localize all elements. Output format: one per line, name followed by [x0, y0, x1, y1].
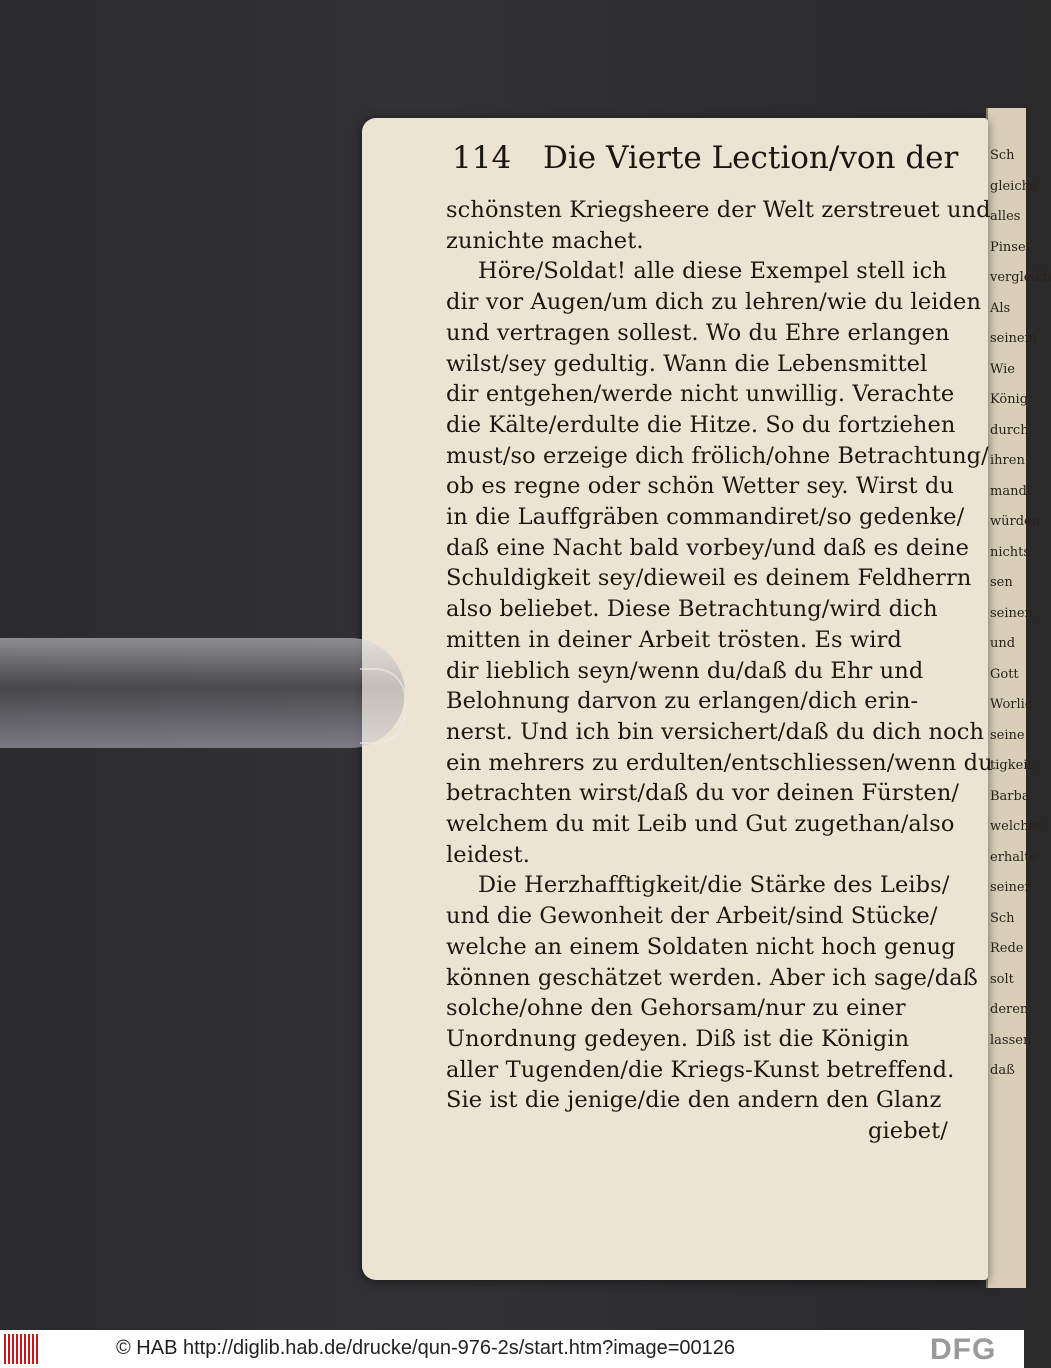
facing-page-fragment: würden: [990, 514, 1041, 529]
text-line: dir lieblich seyn/wenn du/daß du Ehr und: [446, 657, 924, 684]
text-line: die Kälte/erdulte die Hitze. So du fortziehen: [446, 411, 956, 438]
text-line: Höre/Soldat! alle diese Exempel stell ich: [478, 258, 947, 285]
facing-page-fragment: sen: [990, 575, 1013, 590]
running-head: [452, 140, 962, 176]
text-line: also beliebet. Diese Betrachtung/wird dich: [446, 596, 938, 623]
facing-page-fragment: lassen: [990, 1032, 1032, 1048]
facing-page-fragment: Sch: [990, 148, 1015, 163]
facing-page-fragment: Wie: [990, 361, 1015, 377]
page-number: 114: [452, 140, 512, 176]
text-line: welche an einem Soldaten nicht hoch genug: [446, 933, 956, 960]
barcode-logo: [4, 1334, 38, 1364]
facing-page-fragment: gleiche: [990, 178, 1038, 194]
facing-page-fragment: alles: [990, 209, 1021, 224]
text-line: Die Herzhafftigkeit/die Stärke des Leibs/: [478, 872, 950, 899]
text-line: ein mehrers zu erdulten/entschliessen/wenn du: [446, 749, 993, 776]
facing-page-fragment: Pinsel: [990, 239, 1030, 255]
text-line: zunichte machet.: [446, 227, 644, 254]
text-line: schönsten Kriegsheere der Welt zerstreuet und: [446, 197, 991, 223]
text-line: solche/ohne den Gehorsam/nur zu einer: [446, 995, 906, 1022]
facing-page-fragment: seiner: [990, 880, 1031, 895]
text-line: welchem du mit Leib und Gut zugethan/also: [446, 811, 955, 837]
facing-page-fragment: nichts: [990, 544, 1031, 560]
text-line: können geschätzet werden. Aber ich sage/daß: [446, 964, 978, 991]
text-line: und vertragen sollest. Wo du Ehre erlangen: [446, 319, 950, 346]
text-line: Unordnung gedeyen. Diß ist die Königin: [446, 1025, 910, 1052]
facing-page-fragment: seinem: [990, 331, 1037, 346]
facing-page-fragment: Gott: [990, 666, 1019, 682]
text-line: must/so erzeige dich frölich/ohne Betrachtung/: [446, 442, 989, 469]
facing-page-fragment: Als: [990, 300, 1011, 316]
text-line: betrachten wirst/daß du vor deinen Fürsten/: [446, 780, 960, 807]
glass-clamp-tip: [360, 668, 406, 744]
text-line: Schuldigkeit sey/dieweil es deinem Feldherrn: [446, 565, 972, 592]
facing-page-fragment: Rede: [990, 941, 1024, 956]
text-line: Belohnung darvon zu erlangen/dich erin-: [446, 688, 919, 715]
text-line: Sie ist die jenige/die den andern den Glanz: [446, 1087, 942, 1114]
facing-page-fragment: seinen: [990, 605, 1033, 621]
running-title: Die Vierte Lection/von der: [543, 140, 959, 176]
facing-page-fragment: Sch: [990, 910, 1015, 926]
facing-page-fragment: deren: [990, 1002, 1029, 1017]
copyright-text: © HAB http://diglib.hab.de/drucke/qun-976-2s/start.htm?image=00126: [116, 1337, 735, 1359]
facing-page-fragment: seine: [990, 727, 1025, 743]
text-line: aller Tugenden/die Kriegs-Kunst betreffend.: [446, 1056, 955, 1083]
text-line: nerst. Und ich bin versichert/daß du dich noch: [446, 718, 985, 745]
facing-page-fragment: daß: [990, 1063, 1015, 1078]
facing-page-fragment: vergleich: [990, 270, 1051, 285]
facing-page-fragment: mandi: [990, 483, 1031, 499]
text-line: und die Gewonheit der Arbeit/sind Stücke/: [446, 903, 938, 930]
facing-page-fragment: welcher: [990, 819, 1043, 834]
facing-page-fragment: und: [990, 636, 1016, 651]
glass-page-clamp: [0, 638, 405, 748]
facing-page-fragment: erhalte: [990, 849, 1038, 865]
text-line: daß eine Nacht bald vorbey/und daß es deine: [446, 534, 970, 561]
text-line: dir entgehen/werde nicht unwillig. Verachte: [446, 381, 955, 408]
text-line: dir vor Augen/um dich zu lehren/wie du leiden: [446, 289, 982, 316]
facing-page-fragment: ihren: [990, 453, 1025, 468]
facing-page-fragment: durch: [990, 422, 1029, 438]
dfg-logo: DFG: [930, 1333, 997, 1366]
text-line: ob es regne oder schön Wetter sey. Wirst du: [446, 473, 954, 500]
facing-page-fragment: Barba: [990, 788, 1030, 804]
text-line: in die Lauffgräben commandiret/so gedenke/: [446, 504, 965, 530]
text-line: mitten in deiner Arbeit trösten. Es wird: [446, 626, 902, 653]
text-line: wilst/sey gedultig. Wann die Lebensmittel: [446, 350, 928, 377]
facing-page-fragment: König: [990, 392, 1029, 407]
facing-page-fragment: solt: [990, 971, 1014, 987]
text-line: leidest.: [446, 841, 530, 868]
facing-page-fragment: tigkeit: [990, 758, 1033, 773]
text-line: giebet/: [868, 1118, 948, 1144]
facing-page-fragment: Worlic: [990, 697, 1033, 712]
